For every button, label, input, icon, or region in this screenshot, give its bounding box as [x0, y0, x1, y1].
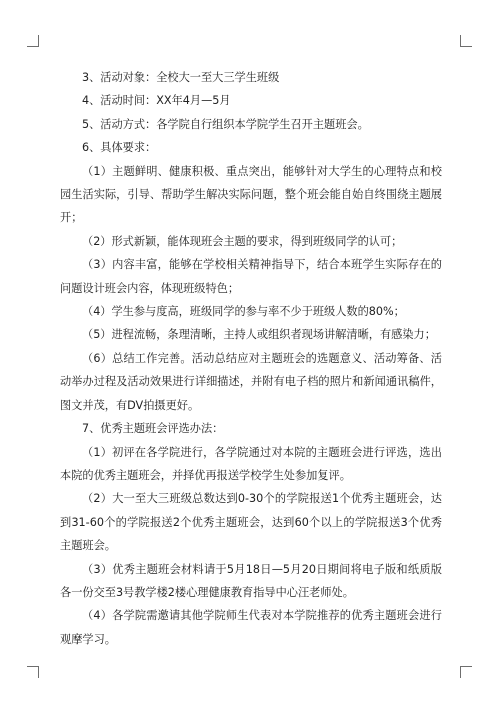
document-body — [60, 66, 442, 651]
paragraph-selection-4: （4）各学院需邀请其他学院师生代表对本学院推荐的优秀主题班会进行观摩学习。 — [60, 609, 442, 646]
paragraph-activity-time: 4、活动时间：XX年4月—5月 — [82, 94, 231, 108]
paragraph-requirement-3: （3）内容丰富，能够在学校相关精神指导下，结合本班学生实际存在的问题设计班会内容，体现班级特色； — [60, 258, 442, 295]
paragraph-requirements-heading: 6、具体要求： — [82, 141, 157, 155]
crop-mark-bottom-left — [27, 666, 39, 678]
paragraph-requirement-4: （4）学生参与度高，班级同学的参与率不少于班级人数的80%； — [82, 305, 405, 319]
paragraph-selection-heading: 7、优秀主题班会评选办法： — [82, 422, 224, 436]
paragraph-activity-target: 3、活动对象：全校大一至大三学生班级 — [82, 71, 280, 84]
paragraph-requirement-6: （6）总结工作完善。活动总结应对主题班会的选题意义、活动筹备、活动举办过程及活动效果进行详细描述，并附有电子档的照片和新闻通讯稿件，图文并茂，有DV拍摄更好。 — [60, 351, 442, 412]
paragraph-requirement-5: （5）进程流畅，条理清晰，主持人或组织者现场讲解清晰，有感染力； — [82, 328, 436, 342]
paragraph-selection-3: （3）优秀主题班会材料请于5月18日—5月20日期间将电子版和纸质版各一份交至3号教学楼2楼心理健康教育指导中心汪老师处。 — [60, 562, 442, 599]
crop-mark-top-right — [460, 35, 472, 47]
paragraph-requirement-1: （1）主题鲜明、健康积极、重点突出，能够针对大学生的心理特点和校园生活实际，引导、帮助学生解决实际问题，整个班会能自始自终围绕主题展开； — [60, 164, 442, 225]
crop-mark-bottom-right — [460, 666, 472, 678]
crop-mark-top-left — [27, 35, 39, 47]
paragraph-selection-2: （2）大一至大三班级总数达到0-30个的学院报送1个优秀主题班会，达到31-60个的学院报送2个优秀主题班会，达到60个以上的学院报送3个优秀主题班会。 — [60, 492, 442, 553]
paragraph-activity-method: 5、活动方式：各学院自行组织本学院学生召开主题班会。 — [82, 117, 369, 131]
paragraph-selection-1: （1）初评在各学院进行，各学院通过对本院的主题班会进行评选，选出本院的优秀主题班会，并择优再报送学校学生处参加复评。 — [60, 445, 442, 482]
paragraph-requirement-2: （2）形式新颖，能体现班会主题的要求，得到班级同学的认可； — [82, 234, 403, 248]
